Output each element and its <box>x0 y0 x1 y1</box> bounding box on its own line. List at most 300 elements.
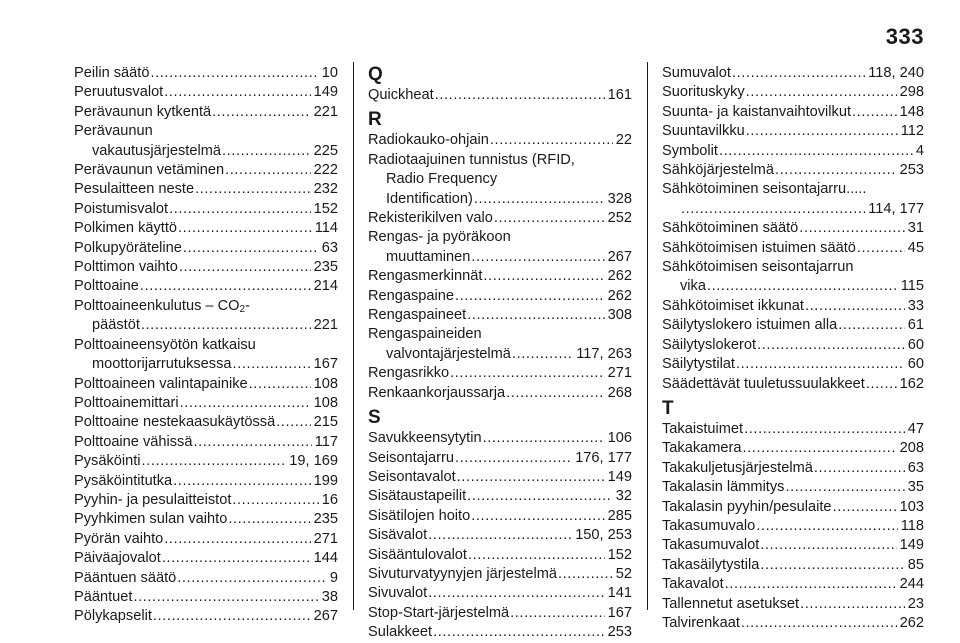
index-entry <box>662 595 924 614</box>
leader-dots <box>743 439 897 458</box>
index-entry-label: Suorituskyky <box>662 84 745 101</box>
section-letter: R <box>368 109 382 131</box>
index-entry-label: Sivuturvatyynyjen järjestelmä <box>368 565 557 582</box>
index-entry-row <box>368 449 632 468</box>
leader-dots <box>681 200 865 219</box>
page-reference: 232 <box>313 181 338 198</box>
leader-dots <box>133 588 318 607</box>
index-entry-row <box>368 131 632 150</box>
index-entry-row <box>662 200 924 219</box>
index-entry-row <box>662 122 924 141</box>
index-entry <box>662 258 924 297</box>
index-entry <box>74 180 338 199</box>
index-entry-row <box>662 103 924 122</box>
index-entry <box>368 131 632 150</box>
leader-dots <box>232 491 318 510</box>
page-reference: 235 <box>313 259 338 276</box>
index-entry-row <box>662 614 924 633</box>
index-entry-row <box>74 375 338 394</box>
index-entry-row <box>368 306 632 325</box>
page-reference: 63 <box>321 239 338 256</box>
index-entry <box>662 142 924 161</box>
page-reference: 117, 263 <box>576 345 632 362</box>
index-entry-label: Pääntuen säätö <box>74 569 177 586</box>
index-entry <box>74 219 338 238</box>
index-entry <box>368 507 632 526</box>
index-entry <box>662 316 924 335</box>
index-entry <box>662 103 924 122</box>
column-divider <box>647 62 648 610</box>
page-reference: 106 <box>607 430 632 447</box>
leader-dots <box>757 336 905 355</box>
index-entry-label: Sisävalot <box>368 527 428 544</box>
index-entry-row <box>368 546 632 565</box>
index-entry-row <box>662 420 924 439</box>
index-entry <box>662 122 924 141</box>
leader-dots <box>746 83 897 102</box>
page-reference: 253 <box>607 624 632 641</box>
index-entry-row <box>662 83 924 102</box>
index-entry <box>368 487 632 506</box>
page-reference: 176, 177 <box>575 449 632 466</box>
index-entry-label: Rekisterikilven valo <box>368 210 493 227</box>
index-entry <box>662 614 924 633</box>
index-entry <box>368 267 632 286</box>
index-entry <box>368 584 632 603</box>
page-reference: 267 <box>607 248 632 265</box>
index-entry-label: Quickheat <box>368 87 434 103</box>
leader-dots <box>228 510 310 529</box>
index-entry-label: Säilytyslokerot <box>662 336 757 353</box>
index-entry <box>368 468 632 487</box>
page-reference: 268 <box>607 384 632 401</box>
index-entry-label: Pysäköintitutka <box>74 472 173 489</box>
page-reference: 149 <box>313 84 338 101</box>
index-entry-heading: Polttoaineensyötön katkaisu <box>74 336 256 353</box>
leader-dots <box>736 355 905 374</box>
index-entry <box>368 86 632 105</box>
page-reference: 112 <box>900 123 924 140</box>
page-reference: 61 <box>907 317 924 334</box>
page-reference: 162 <box>899 375 924 392</box>
page-reference: 114, 177 <box>868 200 924 217</box>
leader-dots <box>506 384 605 403</box>
index-entry <box>662 556 924 575</box>
index-entry-row <box>368 86 632 105</box>
index-entry-row <box>74 200 338 219</box>
index-entry-row <box>74 180 338 199</box>
index-entry <box>368 325 632 364</box>
index-entry-row <box>662 219 924 238</box>
index-entry-label: Pysäköinti <box>74 453 141 470</box>
leader-dots <box>732 64 865 83</box>
index-entry-label: Sisätaustapeilit <box>368 488 467 505</box>
index-entry-label: Stop-Start-järjestelmä <box>368 604 510 621</box>
index-entry <box>368 526 632 545</box>
leader-dots <box>141 316 311 335</box>
page-reference: 108 <box>313 394 338 411</box>
leader-dots <box>814 459 905 478</box>
index-entry <box>368 384 632 403</box>
page-reference: 23 <box>907 595 924 612</box>
index-entry-row <box>662 556 924 575</box>
leader-dots <box>467 306 604 325</box>
index-entry <box>662 180 924 219</box>
page-reference: 262 <box>607 287 632 304</box>
index-entry-label: Takasumuvalot <box>662 537 760 554</box>
index-entry <box>74 588 338 607</box>
index-entry-label: Rengaspaine <box>368 287 455 304</box>
index-entry-label: Sulakkeet <box>368 624 433 641</box>
page-reference: 63 <box>907 459 924 476</box>
index-entry-row <box>74 161 338 180</box>
index-entry-label: Takakuljetusjärjestelmä <box>662 459 813 476</box>
index-entry-row <box>662 316 924 335</box>
index-entry-label: Talvirenkaat <box>662 614 740 631</box>
page-reference: 167 <box>313 356 338 373</box>
index-entry-row <box>74 355 338 374</box>
leader-dots <box>805 297 905 316</box>
page-reference: 285 <box>607 507 632 524</box>
page-reference: 35 <box>907 479 924 496</box>
page-reference: 141 <box>607 585 632 602</box>
index-entry-row <box>368 468 632 487</box>
index-entry <box>74 510 338 529</box>
index-entry-row <box>74 588 338 607</box>
page-reference: 221 <box>313 317 338 334</box>
index-entry <box>74 336 338 375</box>
leader-dots <box>193 433 311 452</box>
index-entry-label: Suuntavilkku <box>662 123 745 140</box>
index-entry <box>662 239 924 258</box>
leader-dots <box>169 200 311 219</box>
leader-dots <box>799 219 904 238</box>
leader-dots <box>760 536 896 555</box>
index-entry-label: Sumuvalot <box>662 65 731 81</box>
index-entry-label: Perävaunun vetäminen <box>74 162 225 179</box>
page-reference: 222 <box>313 162 338 179</box>
leader-dots <box>428 526 572 545</box>
page-reference: 9 <box>329 569 338 586</box>
index-entry-row <box>74 549 338 568</box>
column-divider <box>353 62 354 610</box>
index-entry-heading: Radio Frequency <box>386 171 498 188</box>
index-entry-row <box>74 607 338 626</box>
index-entry-row <box>368 364 632 383</box>
leader-dots <box>866 375 897 394</box>
page-reference: 103 <box>899 498 924 515</box>
index-entry-label: Sisätilojen hoito <box>368 507 471 524</box>
index-entry <box>662 517 924 536</box>
leader-dots <box>225 161 311 180</box>
index-entry-label: Takaistuimet <box>662 420 744 437</box>
index-entry <box>368 209 632 228</box>
index-entry-label: päästöt <box>92 317 140 334</box>
index-entry-label: vakautusjärjestelmä <box>92 142 221 159</box>
index-column-1 <box>74 64 338 627</box>
index-entry-row <box>368 604 632 623</box>
index-entry <box>74 200 338 219</box>
index-entry <box>368 429 632 448</box>
index-entry-label: Takalasin lämmitys <box>662 479 785 496</box>
page-reference: 118, 240 <box>868 65 924 81</box>
leader-dots <box>212 103 311 122</box>
leader-dots <box>725 575 897 594</box>
page-reference: 60 <box>907 336 924 353</box>
index-entry <box>74 530 338 549</box>
page-reference: 144 <box>313 550 338 567</box>
index-entry-label: Pyyhin- ja pesulaitteistot <box>74 491 232 508</box>
page-reference: 47 <box>907 420 924 437</box>
index-entry-row <box>74 64 338 83</box>
leader-dots <box>775 161 897 180</box>
index-entry-label: Suunta- ja kaistanvaihtovilkut <box>662 103 852 120</box>
page-reference: 298 <box>899 84 924 101</box>
leader-dots <box>249 375 311 394</box>
index-entry <box>662 336 924 355</box>
page-reference: 252 <box>607 210 632 227</box>
index-entry <box>368 565 632 584</box>
index-entry-row <box>662 575 924 594</box>
index-entry-row <box>662 64 924 83</box>
index-entry-row <box>662 439 924 458</box>
page-reference: 85 <box>907 556 924 573</box>
page-reference: 149 <box>899 537 924 554</box>
index-entry <box>74 607 338 626</box>
leader-dots <box>719 142 913 161</box>
index-entry-row <box>368 267 632 286</box>
index-entry-heading: Rengas- ja pyöräkoon <box>368 229 511 246</box>
index-entry-label: Säädettävät tuuletussuulakkeet <box>662 375 865 392</box>
index-entry <box>662 420 924 439</box>
index-entry-row <box>74 569 338 588</box>
leader-dots <box>707 277 898 296</box>
index-entry-row <box>368 248 632 267</box>
index-entry-label: Polttoaineen valintapainike <box>74 375 248 392</box>
page-reference: 262 <box>607 268 632 285</box>
leader-dots <box>173 472 310 491</box>
page-reference: 117 <box>314 433 338 450</box>
leader-dots <box>164 83 310 102</box>
index-entry <box>74 394 338 413</box>
index-entry-label: Identification) <box>386 190 473 207</box>
leader-dots <box>222 142 311 161</box>
index-entry-row <box>74 530 338 549</box>
index-entry-heading: Rengaspaineiden <box>368 326 482 343</box>
index-entry <box>368 623 632 642</box>
index-entry <box>74 64 338 83</box>
index-entry-row <box>662 595 924 614</box>
index-entry-label: Peilin säätö <box>74 65 150 81</box>
page-reference: 108 <box>313 375 338 392</box>
index-entry-label: Päiväajovalot <box>74 550 161 567</box>
page-reference: 221 <box>313 103 338 120</box>
index-entry <box>74 103 338 122</box>
leader-dots <box>142 452 287 471</box>
index-entry <box>368 287 632 306</box>
leader-dots <box>150 64 318 83</box>
index-column-2 <box>368 64 632 643</box>
index-entry-label: Symbolit <box>662 142 718 159</box>
index-entry-row <box>368 526 632 545</box>
subscript: 2 <box>239 303 246 315</box>
leader-dots <box>183 239 319 258</box>
index-entry-row <box>368 565 632 584</box>
index-entry-row <box>662 478 924 497</box>
index-entry-row <box>368 209 632 228</box>
page-reference: 16 <box>321 491 338 508</box>
index-entry-row <box>662 142 924 161</box>
page-reference: 60 <box>907 356 924 373</box>
section-letter: Q <box>368 64 383 85</box>
leader-dots <box>558 565 613 584</box>
page-reference: 215 <box>313 414 338 431</box>
index-entry-label: Pyörän vaihto <box>74 530 164 547</box>
page-reference: 4 <box>915 142 924 159</box>
index-entry-row <box>74 510 338 529</box>
index-entry-label: Rengaspaineet <box>368 307 467 324</box>
leader-dots <box>741 614 897 633</box>
leader-dots <box>468 546 605 565</box>
page-reference: 31 <box>907 220 924 237</box>
index-entry-row <box>662 297 924 316</box>
index-entry-row <box>662 375 924 394</box>
index-entry-row <box>662 536 924 555</box>
index-entry <box>368 306 632 325</box>
leader-dots <box>467 487 613 506</box>
index-entry-row <box>368 507 632 526</box>
index-entry-label: Sähkötoiminen säätö <box>662 220 799 237</box>
index-entry-row <box>74 277 338 296</box>
index-entry <box>74 433 338 452</box>
page-reference: 271 <box>607 365 632 382</box>
leader-dots <box>746 122 898 141</box>
index-entry-label: Polttoainemittari <box>74 394 179 411</box>
index-entry-label: Rengasmerkinnät <box>368 268 483 285</box>
index-entry <box>662 575 924 594</box>
index-entry <box>662 161 924 180</box>
page-reference: 161 <box>607 87 632 103</box>
index-entry <box>662 375 924 394</box>
index-entry <box>662 498 924 517</box>
index-entry-label: Renkaankorjaussarja <box>368 384 506 401</box>
page-reference: 150, 253 <box>575 527 632 544</box>
index-entry-row <box>74 103 338 122</box>
leader-dots <box>471 507 604 526</box>
index-entry-label: Polttimon vaihto <box>74 259 178 276</box>
index-entry <box>74 472 338 491</box>
page-reference: 33 <box>907 297 924 314</box>
index-entry-row <box>662 355 924 374</box>
page-reference: 152 <box>607 546 632 563</box>
page-reference: 52 <box>615 565 632 582</box>
leader-dots <box>428 584 604 603</box>
page-reference: 271 <box>313 530 338 547</box>
page-reference: 148 <box>899 103 924 120</box>
index-entry-label: Polttoaine <box>74 278 139 295</box>
index-entry <box>368 364 632 383</box>
index-entry-label: Rengasrikko <box>368 365 450 382</box>
page-reference: 225 <box>313 142 338 159</box>
index-entry <box>368 546 632 565</box>
index-entry-row <box>368 287 632 306</box>
index-entry-label: Takavalot <box>662 576 724 593</box>
leader-dots <box>483 429 605 448</box>
index-entry <box>662 355 924 374</box>
leader-dots <box>162 549 311 568</box>
page-reference: 308 <box>607 307 632 324</box>
section-letter: S <box>368 407 381 429</box>
index-entry <box>662 536 924 555</box>
leader-dots <box>490 131 613 150</box>
page-reference: 118 <box>900 517 924 534</box>
index-entry-label: Pesulaitteen neste <box>74 181 195 198</box>
index-entry-row <box>74 83 338 102</box>
index-entry <box>368 604 632 623</box>
index-entry-row <box>74 472 338 491</box>
index-entry <box>662 439 924 458</box>
page-reference: 267 <box>313 608 338 625</box>
leader-dots <box>760 556 904 575</box>
page-reference: 262 <box>899 614 924 631</box>
leader-dots <box>455 449 572 468</box>
index-entry-label: Seisontavalot <box>368 468 456 485</box>
page-reference: 38 <box>321 588 338 605</box>
leader-dots <box>179 258 311 277</box>
index-entry-label: Sähkötoimisen istuimen säätö <box>662 239 856 256</box>
index-entry <box>74 375 338 394</box>
page-reference: 167 <box>607 604 632 621</box>
index-entry-row <box>368 190 632 209</box>
index-entry-label: Poistumisvalot <box>74 200 169 217</box>
page-reference: 208 <box>899 440 924 457</box>
page-reference: 244 <box>899 576 924 593</box>
index-entry-row <box>368 623 632 642</box>
leader-dots <box>471 248 604 267</box>
leader-dots <box>233 355 311 374</box>
index-entry <box>74 258 338 277</box>
page-reference: 235 <box>313 511 338 528</box>
leader-dots <box>833 498 897 517</box>
index-entry <box>662 219 924 238</box>
page-reference: 22 <box>615 132 632 149</box>
index-entry-row <box>74 394 338 413</box>
index-entry-row <box>74 433 338 452</box>
index-entry <box>662 83 924 102</box>
index-entry-row <box>662 277 924 296</box>
index-entry-row <box>74 491 338 510</box>
index-entry-label: Sähkötoimiset ikkunat <box>662 297 804 314</box>
page-reference: 199 <box>313 472 338 489</box>
page-reference: 149 <box>607 468 632 485</box>
leader-dots <box>857 239 905 258</box>
page-reference: 214 <box>313 278 338 295</box>
index-entry-label: Tallennetut asetukset <box>662 595 800 612</box>
index-entry <box>74 297 338 336</box>
index-entry-row <box>662 517 924 536</box>
index-entry-row <box>368 429 632 448</box>
index-entry <box>662 459 924 478</box>
index-entry-row <box>74 413 338 432</box>
page-number: 333 <box>885 24 924 49</box>
leader-dots <box>474 190 605 209</box>
index-entry-row <box>662 336 924 355</box>
index-entry-label: Takasäilytystila <box>662 556 760 573</box>
leader-dots <box>455 287 605 306</box>
index-entry <box>74 239 338 258</box>
index-entry <box>662 297 924 316</box>
index-entry-row <box>662 239 924 258</box>
